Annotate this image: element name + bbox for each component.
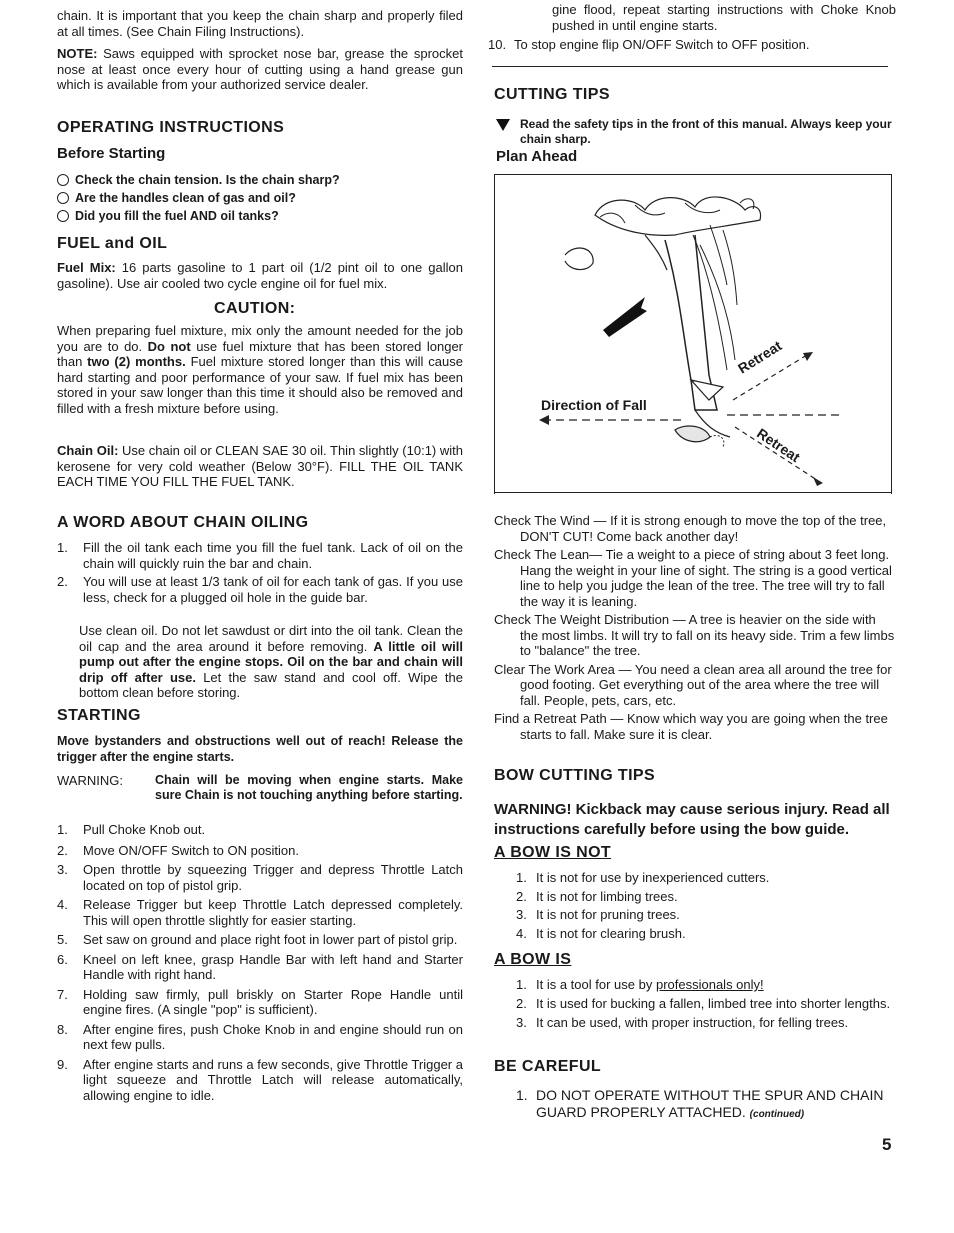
warning-label: WARNING: <box>57 773 123 788</box>
bow-cutting-heading: BOW CUTTING TIPS <box>494 767 656 784</box>
caution-paragraph: When preparing fuel mixture, mix only the amount needed for the job you are to do. Do not use fuel mixture that has been stored longer than two (2) months. Fuel mixture stored longer than this will cause hard starting and poor performance of your saw. If fuel mix has been stored in your saw longer than this time it should also be removed and filled with a fresh mixture before using. <box>57 323 463 416</box>
list-item: 1. It is not for use by inexperienced cutters. <box>516 870 770 885</box>
cutting-safety-note: Read the safety tips in the front of this manual. Always keep your chain sharp. <box>496 117 896 147</box>
oiling-paragraph: Use clean oil. Do not let sawdust or dirt into the oil tank. Clean the oil cap and the area around it before removing. A little oil will pump out after the engine stops. Oil on the bar and chain will drip off after use. Let the saw stand and cool off. Wipe the bottom clean before storing. <box>79 623 463 700</box>
figure-bottom-rule <box>494 492 892 493</box>
a-bow-is-not-heading: A BOW IS NOT <box>494 844 612 861</box>
list-item: 6. Kneel on left knee, grasp Handle Bar with left hand and Starter Handle with right hand. <box>57 951 463 982</box>
tips-list <box>494 513 896 742</box>
list-item: 1. Pull Choke Knob out. <box>57 822 206 837</box>
list-item: Find a Retreat Path — Know which way you are going when the tree starts to fall. Make sure it is clear. <box>494 711 888 742</box>
bow-is-not-list <box>516 870 896 941</box>
be-careful-item: 1. DO NOT OPERATE WITHOUT THE SPUR AND CHAIN GUARD PROPERLY ATTACHED. (continued) <box>516 1087 884 1120</box>
oiling-list <box>57 540 463 605</box>
starting-bold-note: Move bystanders and obstructions well out of reach! Release the trigger after the engine starts. <box>57 734 463 764</box>
fuel-mix-paragraph: Fuel Mix: 16 parts gasoline to 1 part oil (1/2 pint oil to one gallon gasoline). Use air cooled two cycle engine oil for fuel mix. <box>57 260 463 291</box>
checklist-item: Did you fill the fuel AND oil tanks? <box>57 208 463 224</box>
bow-warning: WARNING! Kickback may cause serious injury. Read all instructions carefully before using the bow guide. <box>494 801 890 838</box>
intro-paragraph: chain. It is important that you keep the chain sharp and properly filed at all times. (See Chain Filing Instructions). <box>57 8 463 39</box>
retreat-label-lower: Retreat <box>754 425 804 466</box>
page-number: 5 <box>882 1135 892 1154</box>
circle-icon <box>57 192 69 204</box>
step-10: 10. To stop engine flip ON/OFF Switch to OFF position. <box>488 37 810 52</box>
starting-steps-list <box>57 822 463 1103</box>
circle-icon <box>57 174 69 186</box>
list-item: 2. Move ON/OFF Switch to ON position. <box>57 842 300 858</box>
list-item: 2. You will use at least 1/3 tank of oil for each tank of gas. If you use less, check for a plugged oil hole in the guide bar. <box>57 574 463 605</box>
fuel-and-oil-heading: FUEL and OIL <box>57 235 168 252</box>
chain-oiling-heading: A WORD ABOUT CHAIN OILING <box>57 514 309 531</box>
note-paragraph <box>57 46 463 93</box>
be-careful-heading: BE CAREFUL <box>494 1058 602 1075</box>
list-item: Check The Wind — If it is strong enough to move the top of the tree, DON'T CUT! Come back another day! <box>494 513 887 544</box>
warning-text: Chain will be moving when engine starts. Make sure Chain is not touching anything before starting. <box>155 773 463 802</box>
tree-illustration <box>495 175 890 495</box>
list-item: Check The Lean— Tie a weight to a piece of string about 3 feet long. Hang the weight in your line of sight. The string is a good vertical line to help you judge the lean of the tree. The tree will try to fall the way it is leaning. <box>494 547 892 609</box>
triangle-down-icon <box>496 118 510 132</box>
tree-felling-figure <box>494 174 892 494</box>
list-item: 1. It is a tool for use by professionals only! <box>516 977 764 992</box>
circle-icon <box>57 210 69 222</box>
continued-step-text: gine flood, repeat starting instructions with Choke Knob pushed in until engine starts. <box>552 2 896 33</box>
list-item: 9. After engine starts and runs a few seconds, give Throttle Trigger a light squeeze and Throttle Latch will release automatically, allowing engine to idle. <box>57 1056 463 1103</box>
retreat-label-upper: Retreat <box>735 337 785 377</box>
list-item: 8. After engine fires, push Choke Knob in and engine should run on next few pulls. <box>57 1021 463 1052</box>
list-item: 7. Holding saw firmly, pull briskly on Starter Rope Handle until engine fires. (A single "pop" is sufficient). <box>57 986 463 1017</box>
bow-is-list <box>516 977 896 1031</box>
checklist-item: Check the chain tension. Is the chain sharp? <box>57 172 463 188</box>
list-item: 5. Set saw on ground and place right foot in lower part of pistol grip. <box>57 932 458 947</box>
caution-heading: CAUTION: <box>214 300 296 317</box>
list-item: Check The Weight Distribution — A tree is heavier on the side with the most limbs. It will try to fall on its heavy side. Trim a few limbs to "balance" the tree. <box>494 612 895 658</box>
top-cut-line <box>57 0 463 2</box>
section-divider <box>492 66 888 67</box>
list-item: 3. Open throttle by squeezing Trigger and depress Throttle Latch located on top of pistol grip. <box>57 862 463 893</box>
chain-oil-paragraph: Chain Oil: Use chain oil or CLEAN SAE 30 oil. Thin slightly (10:1) with kerosene for very cold weather (Below 30°F). FILL THE OIL TANK EACH TIME YOU FILL THE FUEL TANK. <box>57 443 463 489</box>
cutting-tips-heading: CUTTING TIPS <box>494 86 610 103</box>
list-item: 3. It can be used, with proper instruction, for felling trees. <box>516 1015 849 1030</box>
before-starting-heading: Before Starting <box>57 145 166 162</box>
operating-instructions-heading: OPERATING INSTRUCTIONS <box>57 119 285 136</box>
checklist-item: Are the handles clean of gas and oil? <box>57 190 463 206</box>
warning-block <box>57 773 463 803</box>
list-item: 1. Fill the oil tank each time you fill the fuel tank. Lack of oil on the chain will quickly ruin the bar and chain. <box>57 540 463 571</box>
a-bow-is-heading: A BOW IS <box>494 951 572 968</box>
checklist <box>57 172 463 224</box>
note-text: Saws equipped with sprocket nose bar, grease the sprocket nose at least once every hour of cutting using a hand grease gun which is available from your authorized service dealer. <box>57 46 463 92</box>
list-item: Clear The Work Area — You need a clean area all around the tree for good footing. Get everything out of the area where the tree will fall. People, pets, cars, etc. <box>494 661 892 708</box>
plan-ahead-heading: Plan Ahead <box>496 148 578 165</box>
continued-note: (continued) <box>749 1109 805 1120</box>
list-item: 2. It is not for limbing trees. <box>516 888 678 904</box>
list-item: 4. It is not for clearing brush. <box>516 925 686 941</box>
starting-heading: STARTING <box>57 707 141 724</box>
list-item: 2. It is used for bucking a fallen, limbed tree into shorter lengths. <box>516 995 891 1011</box>
note-label: NOTE: <box>57 46 98 61</box>
list-item: 3. It is not for pruning trees. <box>516 907 680 922</box>
list-item: 4. Release Trigger but keep Throttle Latch depressed completely. This will open throttle slightly for easier starting. <box>57 897 463 928</box>
direction-of-fall-label: Direction of Fall <box>541 397 647 413</box>
